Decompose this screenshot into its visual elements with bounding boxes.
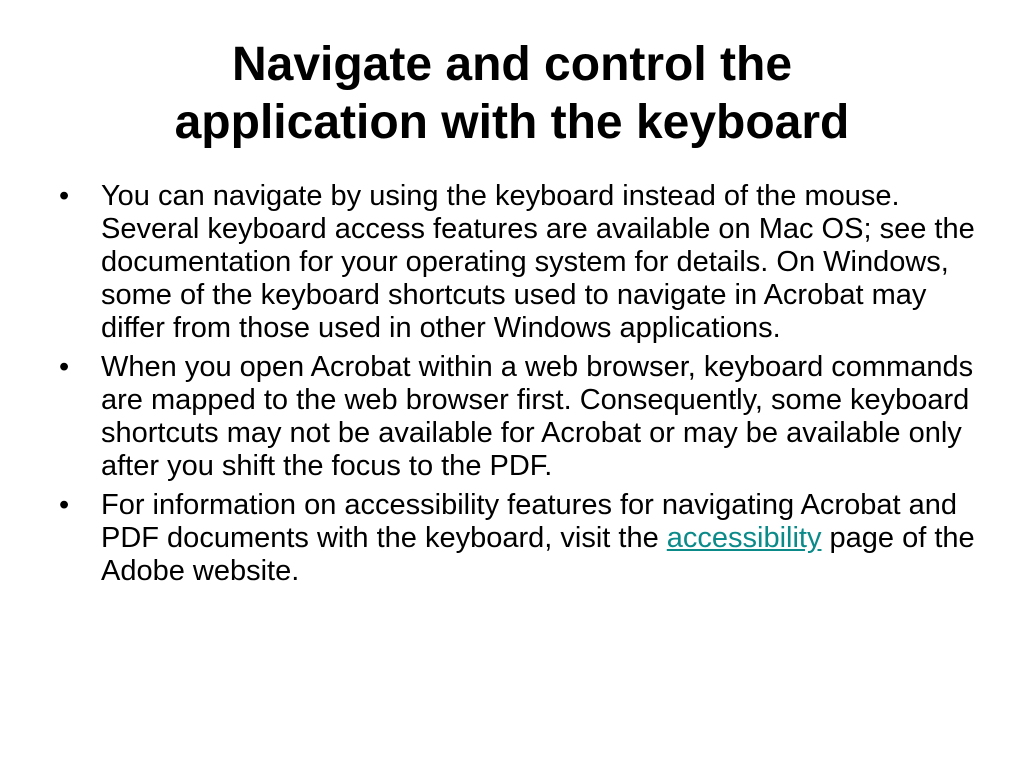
bullet-item-accessibility-info (56, 489, 976, 588)
slide-title (60, 36, 964, 152)
slide-title-line-2: application with the keyboard (174, 96, 850, 149)
bullet-icon: • (59, 489, 70, 521)
bullet-icon: • (59, 351, 70, 383)
bullet-item-web-browser (56, 351, 976, 483)
bullet-text: You can navigate by using the keyboard instead of the mouse. Several keyboard access features are available on Mac OS; see the documentation for your operating system for details. On Windows, some of the keyboard shortcuts used to navigate in Acrobat may differ from those used in other Windows applications. (101, 180, 975, 344)
bullet-list (56, 180, 976, 594)
bullet-icon: • (59, 180, 70, 212)
bullet-text: When you open Acrobat within a web browser, keyboard commands are mapped to the web browser first. Consequently, some keyboard shortcuts may not be available for Acrobat or may be available only after you shift the focus to the PDF. (101, 351, 974, 482)
slide-title-line-1: Navigate and control the (231, 38, 793, 91)
accessibility-link[interactable]: accessibility (666, 522, 822, 554)
bullet-text-after-link: page of the Adobe website. (101, 522, 975, 587)
bullet-text-before-link: For information on accessibility features for navigating Acrobat and PDF documents with the keyboard, visit the (101, 489, 957, 554)
bullet-item-keyboard-navigation (56, 180, 976, 345)
